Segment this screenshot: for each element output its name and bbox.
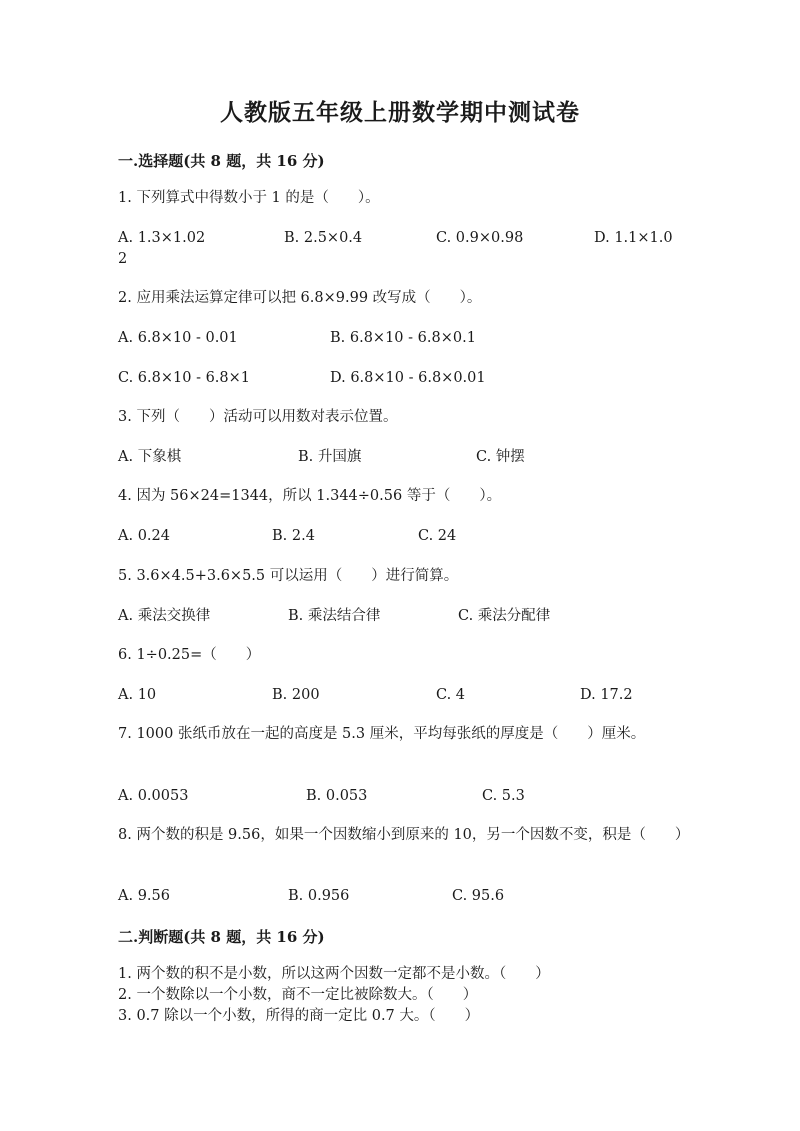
q2-option-b: B. 6.8×10 - 6.8×0.1 — [330, 330, 476, 346]
q6-option-d: D. 17.2 — [580, 687, 633, 703]
q8-option-c: C. 95.6 — [452, 888, 505, 904]
section-heading-true-false: 二.判断题(共 8 题，共 16 分) — [118, 928, 325, 946]
question-6: 6. 1÷0.25=（ ） — [118, 647, 261, 663]
q4-option-b: B. 2.4 — [272, 528, 315, 544]
q5-option-c: C. 乘法分配律 — [458, 608, 551, 624]
question-4: 4. 因为 56×24=1344，所以 1.344÷0.56 等于（ ）。 — [118, 488, 502, 504]
q5-option-b: B. 乘法结合律 — [288, 608, 381, 624]
q7-option-a: A. 0.0053 — [118, 788, 189, 804]
q2-option-a: A. 6.8×10 - 0.01 — [118, 330, 238, 346]
q4-option-a: A. 0.24 — [118, 528, 170, 544]
question-2: 2. 应用乘法运算定律可以把 6.8×9.99 改写成（ ）。 — [118, 290, 482, 306]
q7-option-c: C. 5.3 — [482, 788, 525, 804]
q3-option-b: B. 升国旗 — [298, 449, 362, 465]
question-5: 5. 3.6×4.5+3.6×5.5 可以运用（ ）进行简算。 — [118, 568, 459, 584]
tf-question-3: 3. 0.7 除以一个小数，所得的商一定比 0.7 大。（ ） — [118, 1008, 480, 1024]
question-3: 3. 下列（ ）活动可以用数对表示位置。 — [118, 409, 398, 425]
q8-option-b: B. 0.956 — [288, 888, 350, 904]
tf-question-2: 2. 一个数除以一个小数，商不一定比被除数大。（ ） — [118, 987, 478, 1003]
q8-option-a: A. 9.56 — [118, 888, 170, 904]
q3-option-c: C. 钟摆 — [476, 449, 525, 465]
q1-option-d-continued: 2 — [118, 251, 128, 267]
question-8: 8. 两个数的积是 9.56，如果一个因数缩小到原来的 10，另一个因数不变，积是（ ） — [118, 827, 690, 843]
q2-option-d: D. 6.8×10 - 6.8×0.01 — [330, 370, 486, 386]
q2-option-c: C. 6.8×10 - 6.8×1 — [118, 370, 251, 386]
q6-option-c: C. 4 — [436, 687, 466, 703]
q1-option-c: C. 0.9×0.98 — [436, 230, 524, 246]
question-7: 7. 1000 张纸币放在一起的高度是 5.3 厘米，平均每张纸的厚度是（ ）厘米。 — [118, 726, 646, 742]
q3-option-a: A. 下象棋 — [118, 449, 182, 465]
page-title: 人教版五年级上册数学期中测试卷 — [220, 99, 580, 126]
question-1: 1. 下列算式中得数小于 1 的是（ ）。 — [118, 190, 380, 206]
q7-option-b: B. 0.053 — [306, 788, 368, 804]
q5-option-a: A. 乘法交换律 — [118, 608, 211, 624]
q1-option-a: A. 1.3×1.02 — [118, 230, 206, 246]
q4-option-c: C. 24 — [418, 528, 457, 544]
q1-option-d: D. 1.1×1.0 — [594, 230, 673, 246]
q6-option-b: B. 200 — [272, 687, 320, 703]
q1-option-b: B. 2.5×0.4 — [284, 230, 363, 246]
tf-question-1: 1. 两个数的积不是小数，所以这两个因数一定都不是小数。（ ） — [118, 966, 550, 982]
q6-option-a: A. 10 — [118, 687, 157, 703]
section-heading-choice: 一.选择题(共 8 题，共 16 分) — [118, 152, 325, 170]
